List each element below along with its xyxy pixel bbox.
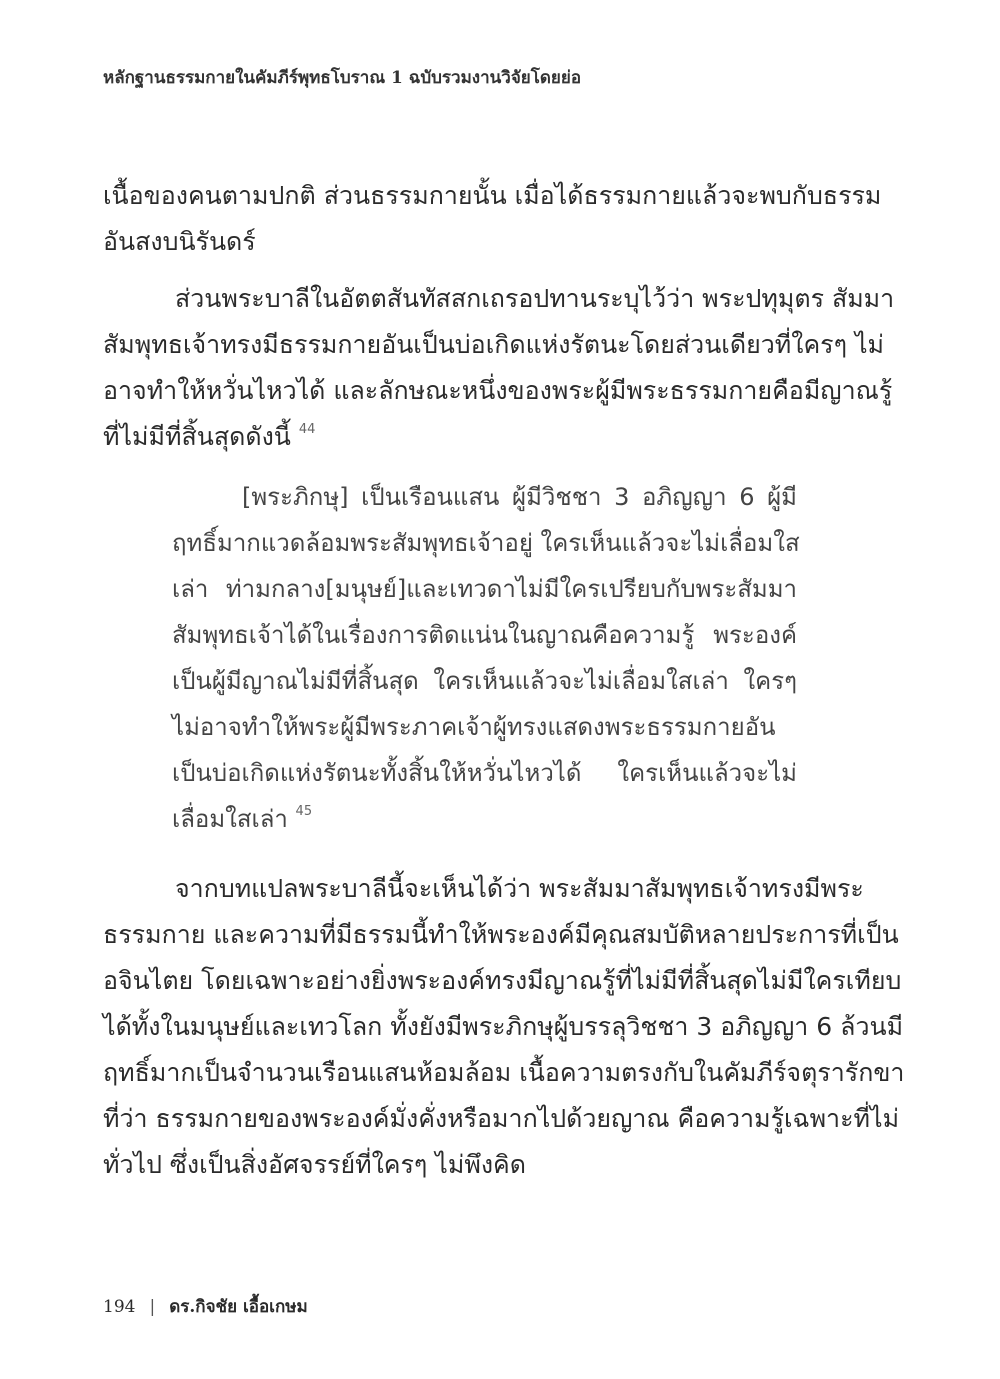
text-line: ทั่วไป ซึ่งเป็นสิ่งอัศจรรย์ที่ใครๆ ไม่พึงคิด [103,1150,526,1179]
text-line: เนื้อของคนตามปกติ ส่วนธรรมกายนั้น เมื่อได้ธรรมกายแล้วจะพบกับธรรม [103,181,882,210]
text-line-content: ที่ไม่มีที่สิ้นสุดดังนี้ [103,422,291,451]
text-line: อันสงบนิรันดร์ [103,227,256,256]
quote-line: เป็นผู้มีญาณไม่มีที่สิ้นสุด ใครเห็นแล้วจะไม่เลื่อมใสเล่า ใครๆ [172,667,797,695]
quote-line: สัมพุทธเจ้าได้ในเรื่องการติดแน่นในญาณคือความรู้ พระองค์ [172,621,797,649]
footnote-marker: 45 [295,804,313,819]
footnote-marker: 44 [298,422,316,437]
text-line: สัมพุทธเจ้าทรงมีธรรมกายอันเป็นบ่อเกิดแห่งรัตนะโดยส่วนเดียวที่ใครๆ ไม่ [103,330,885,359]
text-line: ธรรมกาย และความที่มีธรรมนี้ทำให้พระองค์มีคุณสมบัติหลายประการที่เป็น [103,920,899,949]
text-line: ส่วนพระบาลีในอัตตสันทัสสกเถรอปทานระบุไว้ว่า พระปทุมุตร สัมมา [175,284,895,313]
quote-line: เป็นบ่อเกิดแห่งรัตนะทั้งสิ้นให้หวั่นไหวได้ ใครเห็นแล้วจะไม่ [172,759,797,787]
author-name: ดร.กิจชัย เอื้อเกษม [169,1297,308,1317]
paragraph-intro-quote [103,276,895,460]
block-quote [172,474,800,842]
quote-line-content: เลื่อมใสเล่า [172,805,288,833]
running-header: หลักฐานธรรมกายในคัมภีร์พุทธโบราณ 1 ฉบับรวมงานวิจัยโดยย่อ [103,68,582,88]
text-line: ที่ว่า ธรรมกายของพระองค์มั่งคั่งหรือมากไปด้วยญาณ คือความรู้เฉพาะที่ไม่ [103,1104,900,1133]
text-line: อาจทำให้หวั่นไหวได้ และลักษณะหนึ่งของพระผู้มีพระธรรมกายคือมีญาณรู้ [103,376,893,405]
quote-line: ไม่อาจทำให้พระผู้มีพระภาคเจ้าผู้ทรงแสดงพระธรรมกายอัน [172,713,776,741]
paragraph-continuation [103,173,882,265]
text-line: ได้ทั้งในมนุษย์และเทวโลก ทั้งยังมีพระภิกษุผู้บรรลุวิชชา 3 อภิญญา 6 ล้วนมี [103,1012,904,1041]
text-line [103,414,863,460]
page-footer [103,1293,308,1320]
page-number: 194 [103,1297,136,1317]
quote-line [172,796,797,842]
footer-separator: | [149,1297,156,1317]
quote-line: เล่า ท่ามกลาง[มนุษย์]และเทวดาไม่มีใครเปรียบกับพระสัมมา [172,575,797,603]
text-line: จากบทแปลพระบาลีนี้จะเห็นได้ว่า พระสัมมาสัมพุทธเจ้าทรงมีพระ [175,874,864,903]
quote-line: [พระภิกษุ] เป็นเรือนแสน ผู้มีวิชชา 3 อภิญญา 6 ผู้มี [242,483,797,511]
quote-line: ฤทธิ์มากแวดล้อมพระสัมพุทธเจ้าอยู่ ใครเห็นแล้วจะไม่เลื่อมใส [172,529,800,557]
text-line: ฤทธิ์มากเป็นจำนวนเรือนแสนห้อมล้อม เนื้อความตรงกับในคัมภีร์จตุรารักขา [103,1058,905,1087]
paragraph-analysis [103,866,905,1188]
text-line: อจินไตย โดยเฉพาะอย่างยิ่งพระองค์ทรงมีญาณรู้ที่ไม่มีที่สิ้นสุดไม่มีใครเทียบ [103,966,902,995]
